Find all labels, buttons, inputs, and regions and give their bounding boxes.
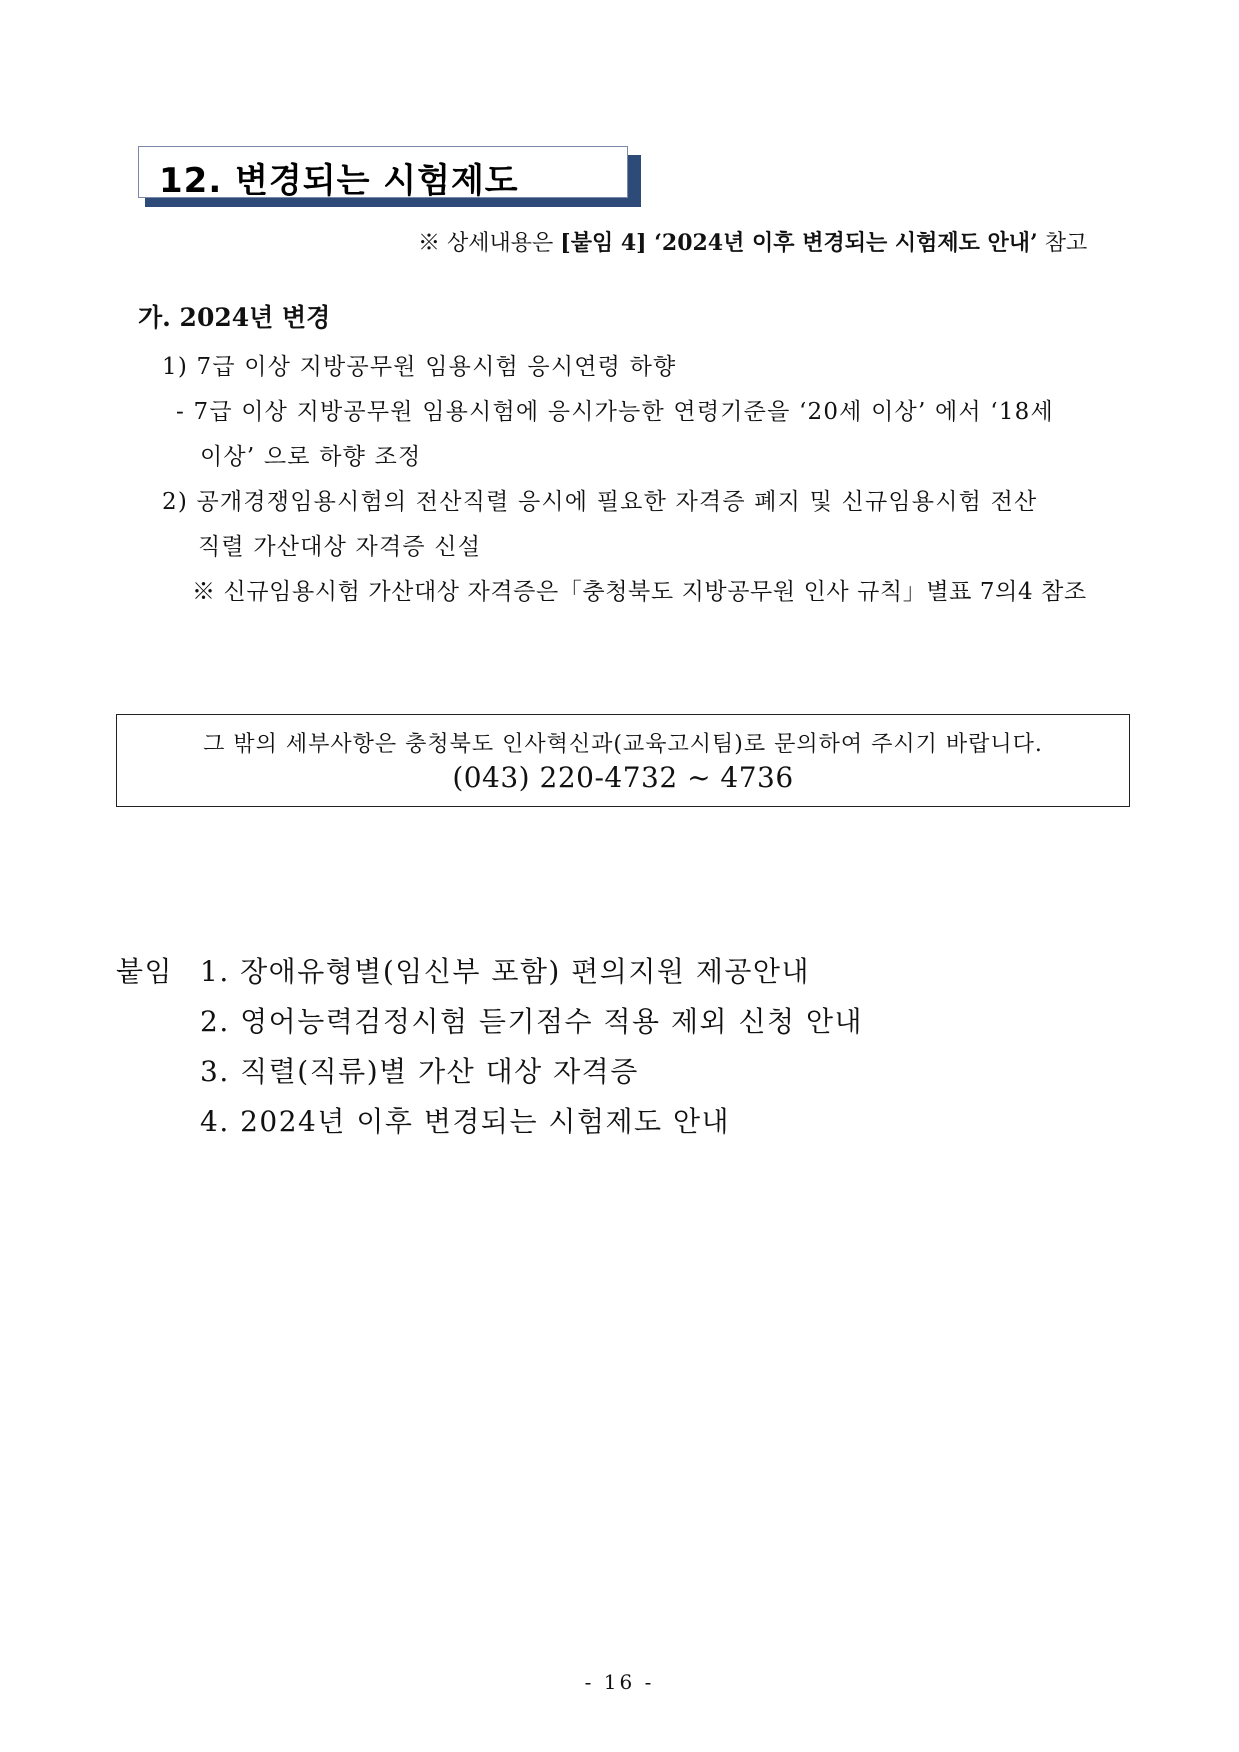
reference-note-bold: [붙임 4] ‘2024년 이후 변경되는 시험제도 안내’ xyxy=(560,230,1038,256)
contact-phone: (043) 220-4732 ~ 4736 xyxy=(452,761,794,794)
attachment-item-1: 1. 장애유형별(임신부 포함) 편의지원 제공안내 xyxy=(200,955,811,988)
item1-detail-line2: 이상’ 으로 하향 조정 xyxy=(200,444,422,470)
contact-box xyxy=(116,714,1130,807)
reference-note-prefix: 상세내용은 xyxy=(447,231,554,256)
item2-note: ※ 신규임용시험 가산대상 자격증은「충청북도 지방공무원 인사 규칙」별표 7의4 참조 xyxy=(192,579,1087,605)
reference-note-symbol: ※ xyxy=(418,231,441,256)
attachment-item-2: 2. 영어능력검정시험 듣기점수 적용 제외 신청 안내 xyxy=(200,1005,864,1038)
attachment-item-4: 4. 2024년 이후 변경되는 시험제도 안내 xyxy=(200,1105,731,1138)
subsection-heading: 가. 2024년 변경 xyxy=(138,303,331,332)
reference-note xyxy=(418,226,1087,257)
page-number: - 16 - xyxy=(584,1670,655,1694)
attachments-label: 붙임 xyxy=(116,955,174,988)
item1-detail-line1: - 7급 이상 지방공무원 임용시험에 응시가능한 연령기준을 ‘20세 이상’ 에서 ‘18세 xyxy=(176,399,1054,425)
attachment-item-3: 3. 직렬(직류)별 가산 대상 자격증 xyxy=(200,1055,639,1088)
section-title: 12. 변경되는 시험제도 xyxy=(159,161,519,201)
contact-message: 그 밖의 세부사항은 충청북도 인사혁신과(교육고시팀)로 문의하여 주시기 바랍니다. xyxy=(203,732,1043,757)
item1-title: 1) 7급 이상 지방공무원 임용시험 응시연령 하향 xyxy=(162,354,677,380)
item2-line1: 2) 공개경쟁임용시험의 전산직렬 응시에 필요한 자격증 폐지 및 신규임용시험 전산 xyxy=(162,489,1038,515)
reference-note-suffix: 참고 xyxy=(1044,231,1088,256)
section-header-box xyxy=(138,146,628,201)
item2-line2: 직렬 가산대상 자격증 신설 xyxy=(198,534,482,560)
